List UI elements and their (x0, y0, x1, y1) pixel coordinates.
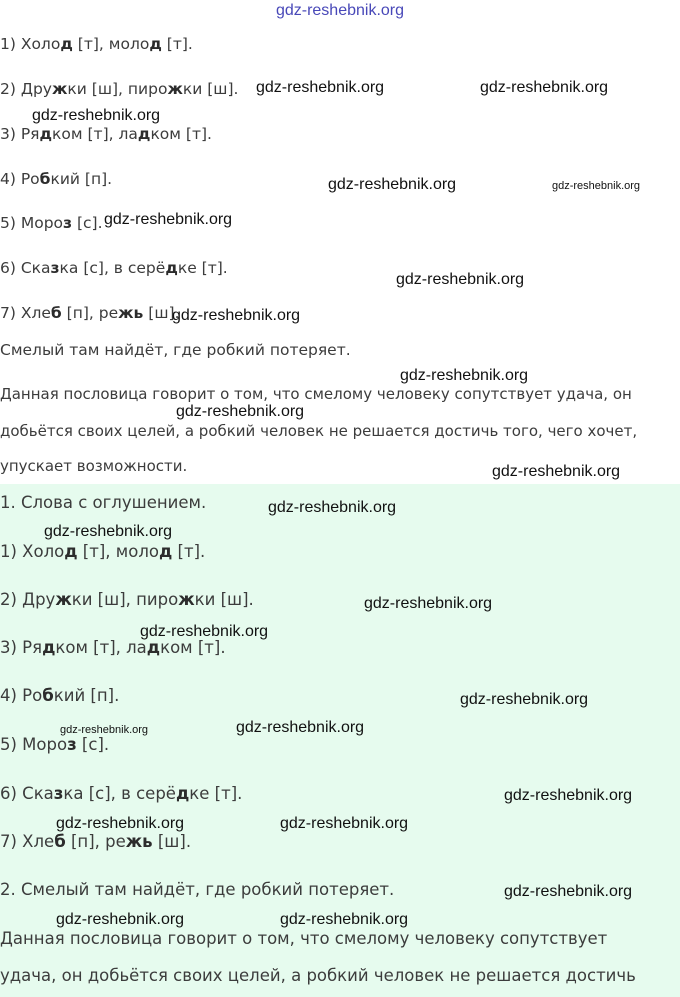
watermark: gdz-reshebnik.org (60, 724, 149, 736)
watermark: gdz-reshebnik.org (56, 815, 185, 832)
top-watermark: gdz-reshebnik.org (275, 2, 405, 19)
watermark: gdz-reshebnik.org (396, 271, 525, 288)
watermark: gdz-reshebnik.org (328, 176, 457, 193)
watermark: gdz-reshebnik.org (236, 719, 365, 736)
list-item: 1) Холод [т], молод [т]. (0, 35, 193, 53)
watermark: gdz-reshebnik.org (364, 595, 493, 612)
list-item: 4) Робкий [п]. (0, 170, 113, 188)
list-item: 5) Мороз [с]. (0, 214, 103, 232)
list-item: 7) Хлеб [п], режь [ш]. (0, 832, 192, 851)
watermark: gdz-reshebnik.org (280, 815, 409, 832)
list-item: 3) Рядком [т], ладком [т]. (0, 638, 226, 657)
list-item: 2) Дружки [ш], пирожки [ш]. (0, 590, 254, 609)
watermark: gdz-reshebnik.org (172, 307, 301, 324)
watermark: gdz-reshebnik.org (44, 523, 173, 540)
explanation-line: удача, он добьётся своих целей, а робкий человек не решается достичь (0, 966, 636, 985)
watermark: gdz-reshebnik.org (104, 211, 233, 228)
explanation-line: Данная пословица говорит о том, что смелому человеку сопутствует удача, он (0, 385, 632, 403)
watermark: gdz-reshebnik.org (400, 367, 529, 384)
watermark: gdz-reshebnik.org (460, 691, 589, 708)
watermark: gdz-reshebnik.org (552, 180, 641, 192)
watermark: gdz-reshebnik.org (176, 403, 305, 420)
explanation-line: Данная пословица говорит о том, что смелому человеку сопутствует (0, 929, 608, 948)
watermark: gdz-reshebnik.org (280, 911, 409, 928)
watermark: gdz-reshebnik.org (480, 79, 609, 96)
list-item: 5) Мороз [с]. (0, 735, 110, 754)
watermark: gdz-reshebnik.org (32, 107, 161, 124)
watermark: gdz-reshebnik.org (256, 79, 385, 96)
list-item: 2) Дружки [ш], пирожки [ш]. (0, 80, 239, 98)
section-heading: 1. Слова с оглушением. (0, 493, 207, 512)
proverb: 2. Смелый там найдёт, где робкий потеряет. (0, 880, 395, 899)
list-item: 3) Рядком [т], ладком [т]. (0, 125, 212, 143)
explanation-line: упускает возможности. (0, 457, 188, 475)
explanation-line: добьётся своих целей, а робкий человек не решается достичь того, чего хочет, (0, 422, 638, 440)
watermark: gdz-reshebnik.org (504, 883, 633, 900)
list-item: 7) Хлеб [п], режь [ш]. (0, 304, 180, 322)
watermark: gdz-reshebnik.org (268, 499, 397, 516)
list-item: 1) Холод [т], молод [т]. (0, 542, 206, 561)
list-item: 4) Робкий [п]. (0, 686, 120, 705)
watermark: gdz-reshebnik.org (504, 787, 633, 804)
watermark: gdz-reshebnik.org (492, 463, 621, 480)
watermark: gdz-reshebnik.org (140, 623, 269, 640)
list-item: 6) Сказка [с], в серёдке [т]. (0, 259, 228, 277)
watermark: gdz-reshebnik.org (56, 911, 185, 928)
list-item: 6) Сказка [с], в серёдке [т]. (0, 784, 243, 803)
proverb: Смелый там найдёт, где робкий потеряет. (0, 341, 351, 359)
